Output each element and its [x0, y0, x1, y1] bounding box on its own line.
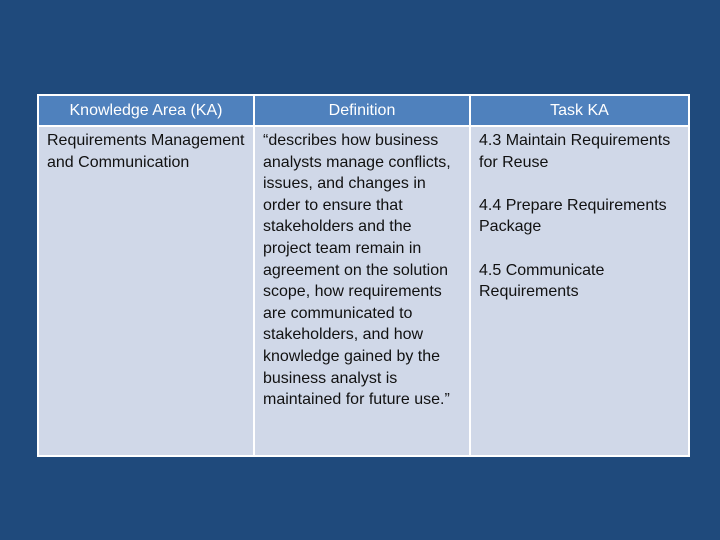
task-item: 4.3 Maintain Requirements for Reuse: [479, 132, 671, 171]
header-task-ka: Task KA: [470, 95, 689, 126]
task-item: 4.4 Prepare Requirements Package: [479, 196, 667, 236]
header-knowledge-area: Knowledge Area (KA): [38, 95, 254, 126]
cell-definition: “describes how business analysts manage conflicts, issues, and changes in order to ensure that stakeholders and the project team remain in agreement on the solution scope, how requirements are communicated to stakeholders, and how knowledge gained by the business analyst is maintained for future use.”: [254, 126, 470, 456]
cell-knowledge-area: Requirements Management and Communication: [38, 126, 254, 456]
table-row: [38, 126, 689, 456]
table-header-row: [38, 95, 689, 126]
cell-tasks: [470, 126, 689, 456]
header-definition: Definition: [254, 95, 470, 126]
task-item: 4.5 Communicate Requirements: [479, 261, 605, 301]
knowledge-area-table: [37, 94, 690, 457]
